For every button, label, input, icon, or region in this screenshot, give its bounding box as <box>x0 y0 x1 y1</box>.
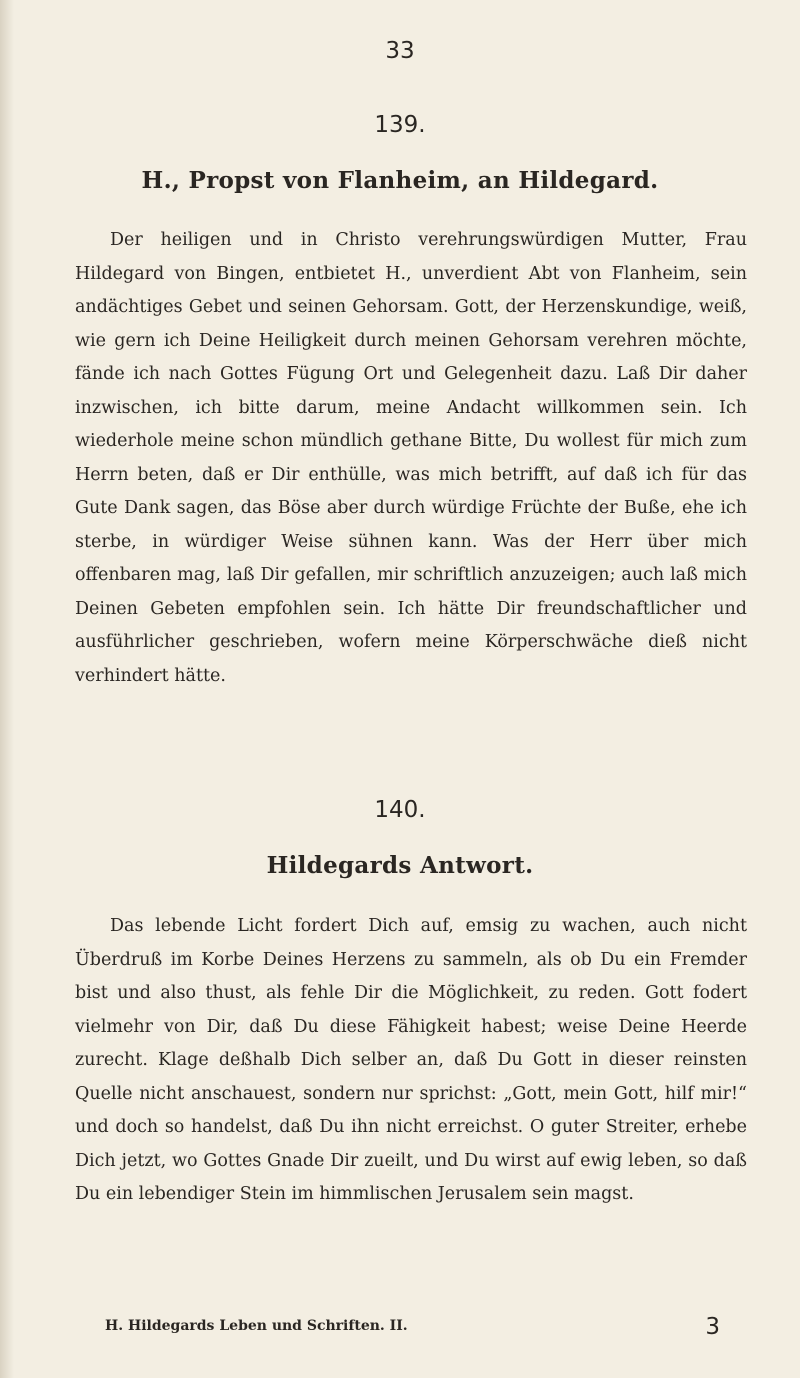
letter-body <box>75 910 747 1212</box>
signature-mark: 3 <box>705 1314 720 1340</box>
paragraph: Der heiligen und in Christo verehrungswürdigen Mutter, Frau Hildegard von Bingen, entbietet H., unverdient Abt von Flanheim, sein andächtiges Gebet und seinen Gehorsam. Gott, der Herzenskundige, weiß, wie gern ich Deine Heiligkeit durch meinen Gehorsam verehren möchte, fände ich nach Gottes Fügung Ort und Gelegenheit dazu. Laß Dir daher inzwischen, ich bitte darum, meine Andacht willkommen sein. Ich wiederhole meine schon mündlich gethane Bitte, Du wollest für mich zum Herrn beten, daß er Dir enthülle, was mich betrifft, auf daß ich für das Gute Dank sagen, das Böse aber durch würdige Früchte der Buße, ehe ich sterbe, in würdiger Weise sühnen kann. Was der Herr über mich offenbaren mag, laß Dir gefallen, mir schriftlich anzuzeigen; auch laß mich Deinen Gebeten empfohlen sein. Ich hätte Dir freundschaftlicher und ausführlicher geschrieben, wofern meine Körperschwäche dieß nicht verhindert hätte. <box>75 230 747 686</box>
running-footer-title: H. Hildegards Leben und Schriften. II. <box>105 1318 408 1334</box>
letter-title: Hildegards Antwort. <box>266 852 534 879</box>
page-footer <box>105 1314 720 1344</box>
letter-number: 140. <box>374 797 426 823</box>
letter-body <box>75 224 747 693</box>
paragraph: Das lebende Licht fordert Dich auf, emsig zu wachen, auch nicht Überdruß im Korbe Deines Herzens zu sammeln, als ob Du ein Fremder bist und also thust, als fehle Dir die Möglichkeit, zu reden. Gott fodert vielmehr von Dir, daß Du diese Fähigkeit habest; weise Deine Heerde zurecht. Klage deßhalb Dich selber an, daß Du Gott in dieser reinsten Quelle nicht anschauest, sondern nur sprichst: „Gott, mein Gott, hilf mir!“ und doch so handelst, daß Du ihn nicht erreichst. O guter Streiter, erhebe Dich jetzt, wo Gottes Gnade Dir zueilt, und Du wirst auf ewig leben, so daß Du ein lebendiger Stein im himmlischen Jerusalem sein magst. <box>75 916 747 1204</box>
letter-title: H., Propst von Flanheim, an Hildegard. <box>141 167 659 194</box>
page-number: 33 <box>385 38 415 64</box>
letter-number: 139. <box>374 112 426 138</box>
binding-shadow <box>0 0 14 1378</box>
